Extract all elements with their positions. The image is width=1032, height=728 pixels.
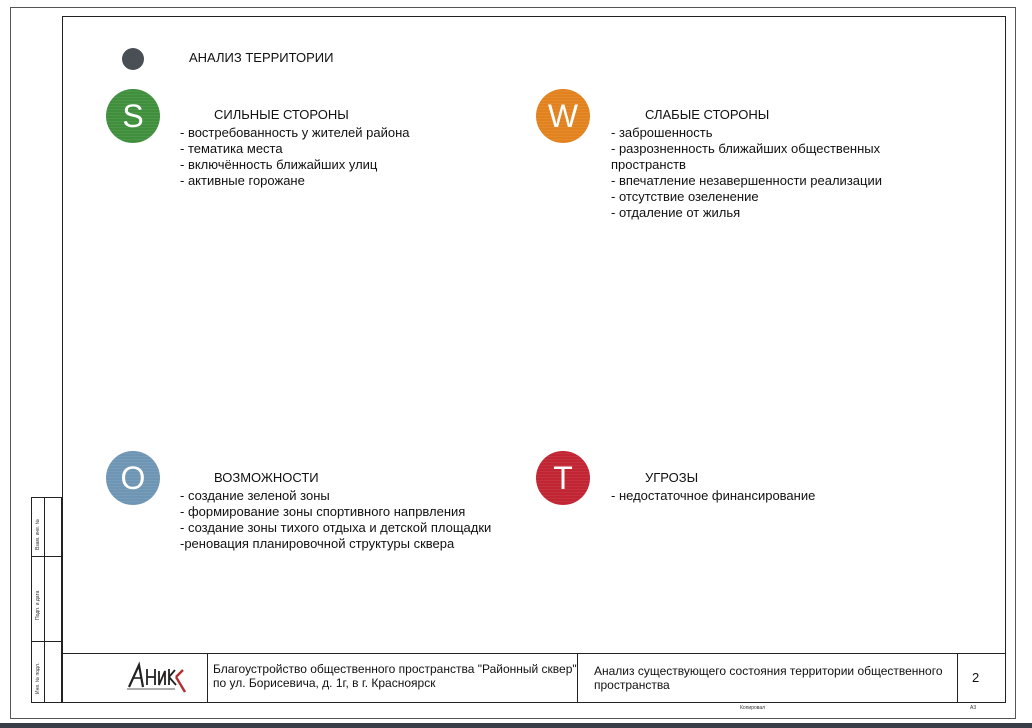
side-stamp-divider [44,498,45,702]
opportunities-item: - создание зоны тихого отдыха и детской площадки [180,520,492,535]
opportunities-circle-icon: O [106,451,160,505]
title-block-separator [957,653,958,703]
project-name-line: по ул. Борисевича, д. 1г, в г. Красноярск [213,676,436,690]
opportunities-block [180,470,491,552]
side-label-signature: Подп. и дата [35,590,41,620]
weaknesses-item: - отдаление от жилья [611,205,741,220]
weaknesses-block [611,107,882,221]
strengths-item: - востребованность у жителей района [180,125,410,140]
threats-item: - недостаточное финансирование [611,488,816,503]
title-block-separator [207,653,208,703]
weaknesses-heading: СЛАБЫЕ СТОРОНЫ [645,107,770,122]
sheet-name [594,664,943,692]
sheet-name-line: пространства [594,678,670,692]
opportunities-item: -реновация планировочной структуры сквера [180,536,455,551]
title-block-divider [62,653,1006,654]
threats-circle-icon: T [536,451,590,505]
project-name [213,662,577,690]
title-block-separator [577,653,578,703]
side-stamp-divider [32,556,61,557]
strengths-item: - тематика места [180,141,283,156]
page-title: АНАЛИЗ ТЕРРИТОРИИ [189,50,334,65]
copied-label: Копировал [740,705,766,711]
project-name-line: Благоустройство общественного пространства "Районный сквер" [213,662,577,676]
weaknesses-item: - впечатление незавершенности реализации [611,173,882,188]
weaknesses-item: - заброшенность [611,125,713,140]
side-label-replacement: Взам. инв. № [35,519,41,550]
side-stamp-divider [32,641,61,642]
title-marker-dot-icon [122,48,144,70]
side-label-inventory: Инв. № подл. [35,662,41,694]
format-label: А3 [970,705,977,711]
weaknesses-circle-icon: W [536,89,590,143]
threats-heading: УГРОЗЫ [645,470,699,485]
strengths-circle-icon: S [106,89,160,143]
opportunities-heading: ВОЗМОЖНОСТИ [214,470,319,485]
strengths-heading: СИЛЬНЫЕ СТОРОНЫ [214,107,349,122]
weaknesses-item: пространств [611,157,686,172]
weaknesses-item: - разрозненность ближайших общественных [611,141,881,156]
anikk-logo-icon [125,661,187,693]
strengths-item: - включённость ближайших улиц [180,157,378,172]
sheet-name-line: Анализ существующего состояния территории общественного [594,664,943,678]
threats-block [611,470,815,504]
strengths-item: - активные горожане [180,173,305,188]
bottom-bar [0,723,1032,728]
opportunities-item: - создание зеленой зоны [180,488,330,503]
opportunities-item: - формирование зоны спортивного напрвления [180,504,466,519]
strengths-block [180,107,410,189]
weaknesses-item: - отсутствие озеленение [611,189,759,204]
sheet-number: 2 [972,670,980,685]
